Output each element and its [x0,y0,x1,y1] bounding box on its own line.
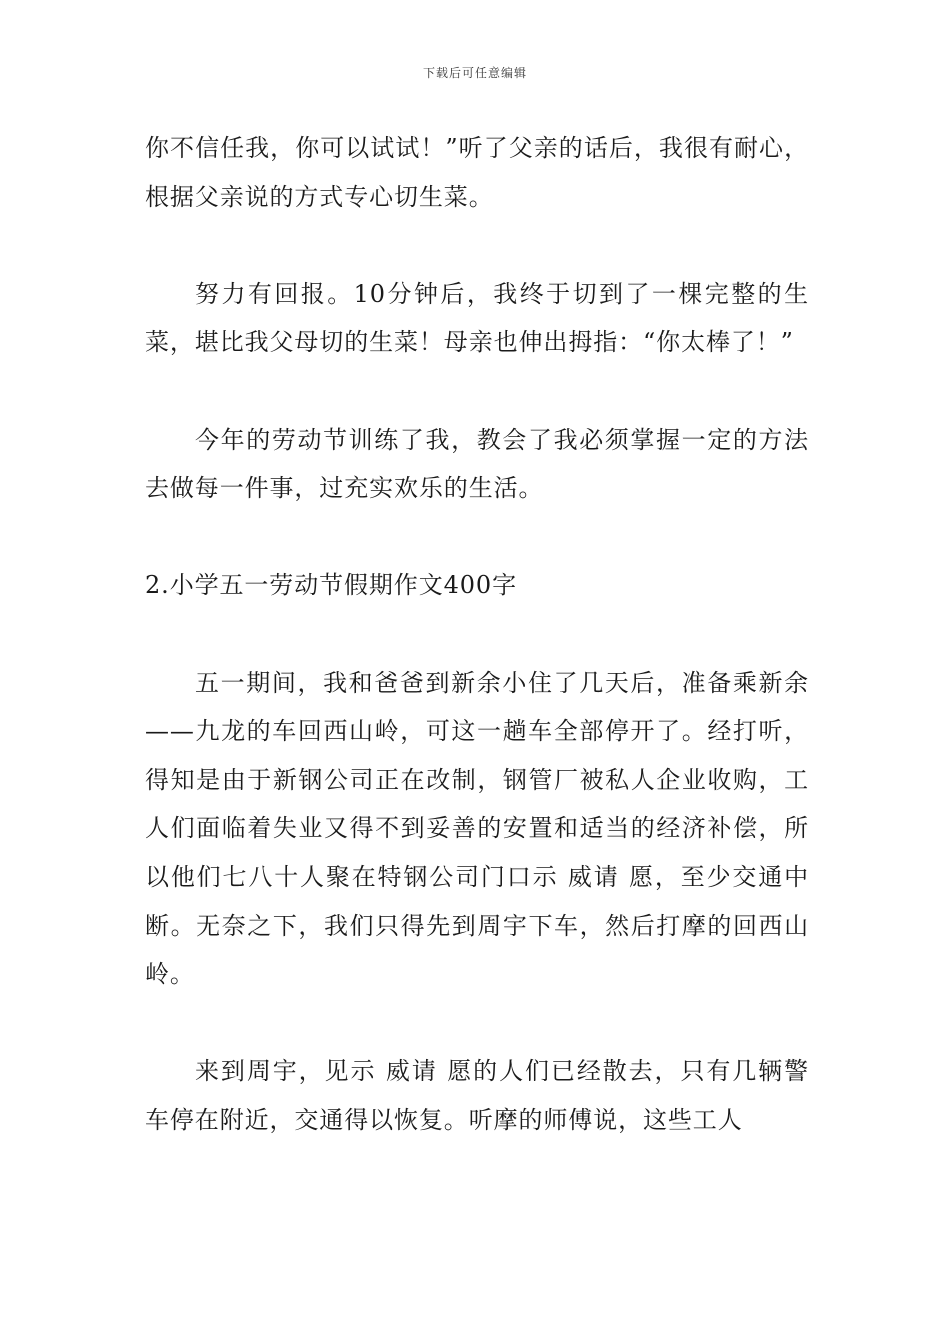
paragraph-gap [145,221,809,270]
paragraph-3: 今年的劳动节训练了我，教会了我必须掌握一定的方法去做每一件事，过充实欢乐的生活。 [145,425,809,503]
paragraph-1: 你不信任我，你可以试试！”听了父亲的话后，我很有耐心，根据父亲说的方式专心切生菜。 [145,134,809,211]
paragraph-gap [145,999,809,1048]
paragraph-gap [145,610,809,659]
document-body [145,124,809,1144]
paragraph-2: 努力有回报。10分钟后，我终于切到了一棵完整的生菜，堪比我父母切的生菜！母亲也伸出拇指：“你太棒了！” [145,279,809,357]
paragraph-gap [145,367,809,416]
paragraph-gap [145,513,809,562]
section-heading: 2.小学五一劳动节假期作文400字 [145,571,518,600]
paragraph-4: 五一期间，我和爸爸到新余小住了几天后，准备乘新余——九龙的车回西山岭，可这一趟车全部停开了。经打听，得知是由于新钢公司正在改制，钢管厂被私人企业收购，工人们面临着失业又得不到妥善的安置和适当的经济补偿，所以他们七八十人聚在特钢公司门口示 威请 愿，至少交通中断。无奈之下，我们只得先到周宇下车，然后打摩的回西山岭。 [145,668,809,989]
page-header: 下载后可任意编辑 [422,66,527,80]
paragraph-5: 来到周宇，见示 威请 愿的人们已经散去，只有几辆警车停在附近，交通得以恢复。听摩的师傅说，这些工人 [145,1057,809,1134]
